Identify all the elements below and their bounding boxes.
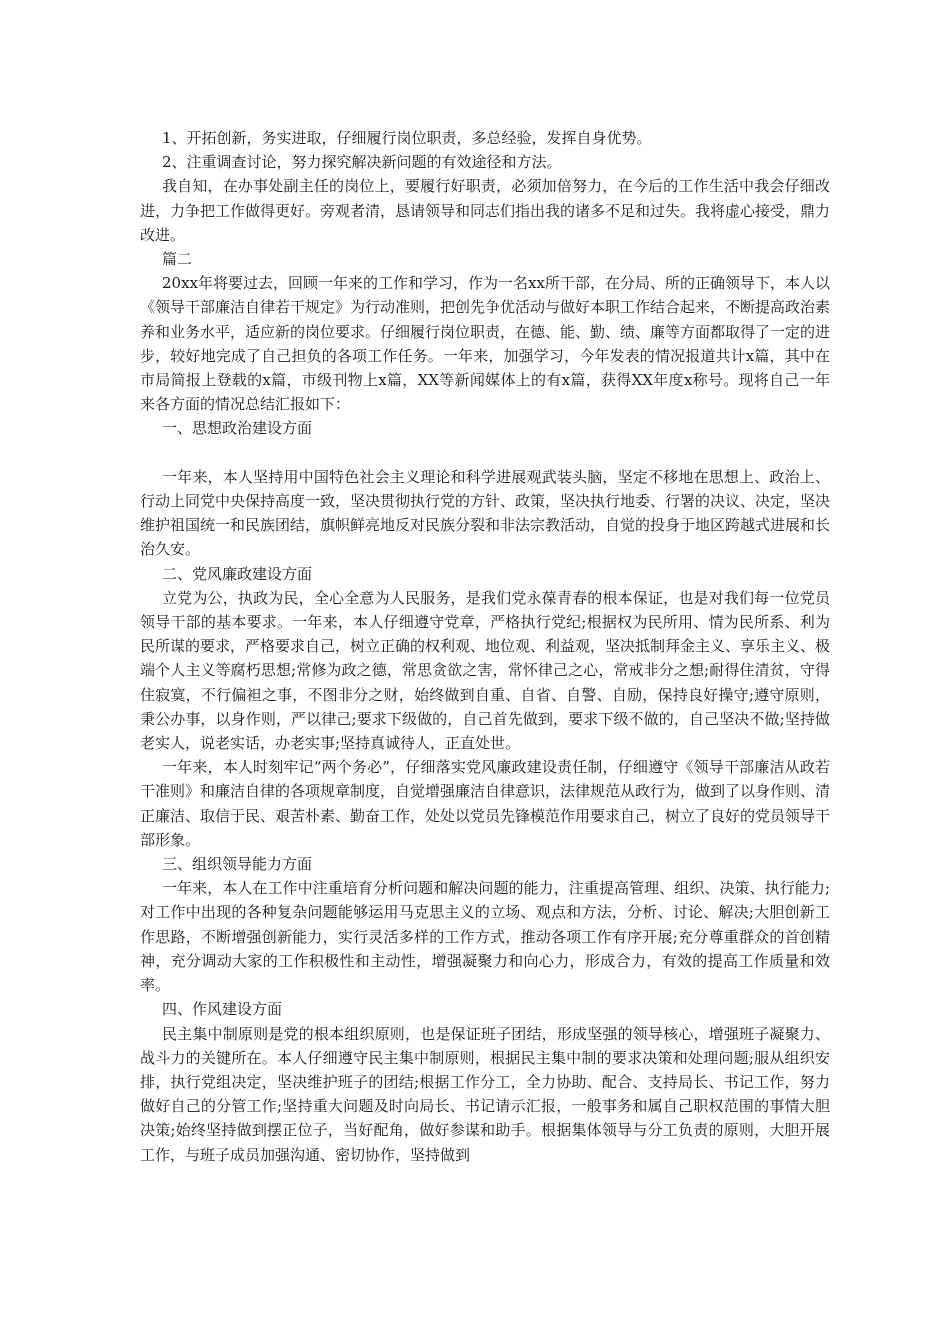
work-style-paragraph: 民主集中制原则是党的根本组织原则，也是保证班子团结，形成坚强的领导核心，增强班子凝聚力、战斗力的关键所在。本人仔细遵守民主集中制原则，根据民主集中制的要求决策和处理问题;服从组织安排，执行党组决定，坚决维护班子的团结;根据工作分工，全力协助、配合、支持局长、书记工作，努力做好自己的分管工作;坚持重大问题及时向局长、书记请示汇报，一般事务和属自己职权范围的事情大胆决策;始终坚持做到摆正位子，当好配角，做好参谋和助手。根据集体领导与分工负责的原则，大胆开展工作，与班子成员加强沟通、密切协作，坚持做到 xyxy=(140,1024,830,1164)
self-assessment-paragraph: 我自知，在办事处副主任的岗位上，要履行好职责，必须加倍努力，在今后的工作生活中我会仔细改进，力争把工作做得更好。旁观者清，恳请领导和同志们指出我的诸多不足和过失。我将虚心接受，鼎力改进。 xyxy=(140,177,831,244)
heading-leadership: 三、组织领导能力方面 xyxy=(162,855,313,874)
intro-paragraph: 20xx年将要过去，回顾一年来的工作和学习，作为一名xx所干部，在分局、所的正确领导下，本人以《领导干部廉洁自律若干规定》为行动准则，把创先争优活动与做好本职工作结合起来，不断提高政治素养和业务水平，适应新的岗位要求。仔细履行岗位职责，在德、能、勤、绩、廉等方面都取得了一定的进步，较好地完成了自己担负的各项工作任务。一年来，加强学习，今年发表的情况报道共计x篇，其中在市局简报上登载的x篇，市级刊物上x篇，XX等新闻媒体上的有x篇，获得XX年度x称号。现将自己一年来各方面的情况总结汇报如下： xyxy=(140,274,831,414)
leadership-paragraph: 一年来，本人在工作中注重培育分析问题和解决问题的能力，注重提高管理、组织、决策、执行能力;对工作中出现的各种复杂问题能够运用马克思主义的立场、观点和方法，分析、讨论、解决;大胆创新工作思路，不断增强创新能力，实行灵活多样的工作方式，推动各项工作有序开展;充分尊重群众的首创精神，充分调动大家的工作积极性和主动性，增强凝聚力和向心力，形成合力，有效的提高工作质量和效率。 xyxy=(140,879,830,995)
blank-line xyxy=(140,441,830,465)
heading-ideological: 一、思想政治建设方面 xyxy=(162,419,313,438)
integrity-paragraph-1: 立党为公，执政为民，全心全意为人民服务，是我们党永葆青春的根本保证，也是对我们每一位党员领导干部的基本要求。一年来，本人仔细遵守党章，严格执行党纪;根据权为民所用、情为民所系、利为民所谋的要求，严格要求自己，树立正确的权利观、地位观、利益观，坚决抵制拜金主义、享乐主义、极端个人主义等腐朽思想;常修为政之德，常思贪欲之害，常怀律己之心，常戒非分之想;耐得住清贫，守得住寂寞，不行偏袒之事，不图非分之财，始终做到自重、自省、自警、自励，保持良好操守;遵守原则，秉公办事，以身作则，严以律己;要求下级做的，自己首先做到，要求下级不做的，自己坚决不做;坚持做老实人，说老实话，办老实事;坚持真诚待人，正直处世。 xyxy=(140,588,831,753)
heading-integrity: 二、党风廉政建设方面 xyxy=(162,564,313,583)
section-title-part-two: 篇二 xyxy=(162,250,193,269)
item-1-paragraph: 1、开拓创新，务实进取，仔细履行岗位职责，多总经验，发挥自身优势。 xyxy=(162,129,652,147)
document-body xyxy=(140,126,830,1167)
ideological-paragraph: 一年来，本人坚持用中国特色社会主义理论和科学进展观武装头脑，坚定不移地在思想上、政治上、行动上同党中央保持高度一致，坚决贯彻执行党的方针、政策，坚决执行地委、行署的决议、决定，坚决维护祖国统一和民族团结，旗帜鲜亮地反对民族分裂和非法宗教活动，自觉的投身于地区跨越式进展和长治久安。 xyxy=(140,467,831,559)
heading-work-style: 四、作风建设方面 xyxy=(162,1000,283,1019)
integrity-paragraph-2: 一年来，本人时刻牢记“两个务必”，仔细落实党风廉政建设责任制，仔细遵守《领导干部廉洁从政若干准则》和廉洁自律的各项规章制度，自觉增强廉洁自律意识，法律规范从政行为，做到了以身作则、清正廉洁、取信于民、艰苦朴素、勤奋工作，处处以党员先锋模范作用要求自己，树立了良好的党员领导干部形象。 xyxy=(140,758,831,849)
item-2-paragraph: 2、注重调查讨论，努力探究解决新问题的有效途径和方法。 xyxy=(162,153,562,172)
